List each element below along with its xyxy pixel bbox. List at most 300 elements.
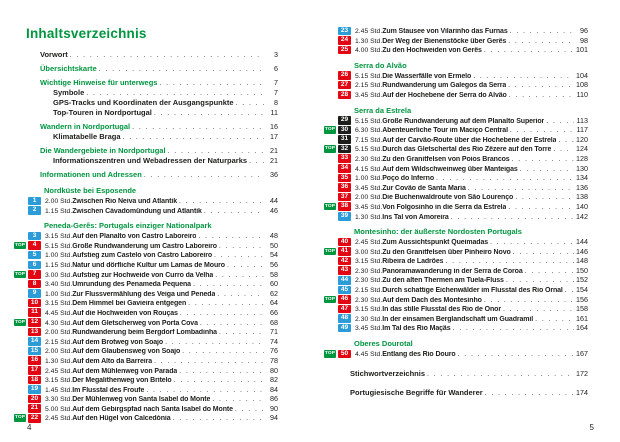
tour-duration: 1.30 Std. bbox=[45, 357, 73, 365]
tour-page-number: 167 bbox=[576, 349, 588, 359]
tour-duration: 2.30 Std. bbox=[355, 155, 383, 163]
tour-number-badge: 8 bbox=[28, 280, 41, 289]
entry-page-number: 172 bbox=[576, 368, 588, 378]
tour-duration: 4.45 Std. bbox=[45, 309, 73, 317]
top-tour-badge: TOP bbox=[324, 127, 336, 133]
section-heading: Serra da Estrela bbox=[354, 105, 412, 115]
tour-duration: 3.45 Std. bbox=[355, 184, 383, 192]
leader-dots bbox=[508, 204, 574, 211]
tour-row bbox=[324, 154, 588, 164]
leader-dots bbox=[508, 82, 574, 89]
entry-page-number: 8 bbox=[274, 98, 278, 107]
tour-number-badge: 45 bbox=[338, 286, 351, 295]
entry-label: Wichtige Hinweise für unterwegs bbox=[40, 78, 158, 87]
tour-number-badge: 36 bbox=[338, 183, 351, 192]
tour-duration: 2.00 Std. bbox=[45, 329, 73, 337]
front-matter-row bbox=[53, 88, 278, 98]
tour-page-number: 136 bbox=[576, 182, 588, 192]
tour-number-badge: 6 bbox=[28, 261, 41, 270]
tour-row bbox=[324, 36, 588, 46]
tour-title: Ins Tal von Amoreira bbox=[382, 213, 449, 221]
leader-dots bbox=[468, 185, 574, 192]
top-tour-badge: TOP bbox=[324, 146, 336, 152]
entry-label: Portugiesische Begriffe für Wanderer bbox=[350, 387, 483, 397]
entry-page-number: 7 bbox=[274, 78, 278, 87]
tour-title: Rundwanderung beim Bergdorf Lombadinha bbox=[72, 329, 217, 337]
tour-title: Auf dem Alto da Barreira bbox=[72, 357, 153, 365]
tour-title: Zu den Granitfelsen über Pinheiro Novo bbox=[382, 248, 511, 256]
tour-page-number: 96 bbox=[580, 26, 588, 35]
tour-page-number: 98 bbox=[580, 35, 588, 45]
tour-number-badge: 1 bbox=[28, 197, 41, 206]
tour-row bbox=[324, 266, 588, 276]
tour-title: Auf den Planalto von Castro Laboreiro bbox=[72, 233, 197, 241]
tour-duration: 3.40 Std. bbox=[45, 281, 73, 289]
tour-page-number: 130 bbox=[576, 163, 588, 173]
tour-row bbox=[14, 289, 278, 299]
tour-page-number: 76 bbox=[270, 346, 278, 356]
tour-number-badge: 19 bbox=[28, 385, 41, 394]
tour-duration: 3.45 Std. bbox=[355, 91, 383, 99]
tour-number-badge: 22 bbox=[28, 414, 41, 423]
toc-section bbox=[324, 61, 588, 100]
tour-number-badge: 9 bbox=[28, 289, 41, 298]
tour-number-badge: 49 bbox=[338, 324, 351, 333]
tour-title: Zum Stausee von Vilarinho das Furnas bbox=[382, 28, 508, 35]
tour-row bbox=[14, 356, 278, 366]
page-number-left: 4 bbox=[27, 423, 32, 432]
tour-title: Auf dem Glaubensweg von Soajo bbox=[72, 348, 181, 356]
tour-row bbox=[324, 256, 588, 266]
tour-title: Große Rundwanderung um Castro Laboreiro bbox=[72, 242, 217, 250]
tour-duration: 7.15 Std. bbox=[355, 136, 383, 144]
tour-row bbox=[324, 164, 588, 174]
top-tour-badge: TOP bbox=[14, 242, 26, 248]
tour-duration: 1.45 Std. bbox=[45, 386, 73, 394]
tour-page-number: 84 bbox=[270, 384, 278, 394]
tour-title: Zu den Granitfelsen von Poios Brancos bbox=[382, 155, 510, 163]
tour-row bbox=[324, 275, 588, 285]
tour-row bbox=[14, 366, 278, 376]
tour-number-badge: 14 bbox=[28, 337, 41, 346]
tour-page-number: 142 bbox=[576, 211, 588, 221]
leader-dots bbox=[159, 80, 264, 87]
leader-dots bbox=[535, 316, 574, 323]
tour-page-number: 44 bbox=[270, 196, 278, 205]
entry-page-number: 11 bbox=[270, 108, 278, 117]
tour-number-badge: 27 bbox=[338, 81, 351, 90]
tour-duration: 2.00 Std. bbox=[45, 348, 73, 356]
tour-title: Aufstieg zur Hochweide von Curro da Velha bbox=[72, 271, 214, 279]
tour-duration: 3.00 Std. bbox=[355, 248, 383, 256]
leader-dots bbox=[132, 124, 264, 131]
end-matter-row bbox=[350, 388, 588, 397]
tour-page-number: 124 bbox=[576, 144, 588, 154]
tour-title: Im Flusstal des Froufe bbox=[72, 386, 145, 394]
tour-row bbox=[324, 202, 588, 212]
leader-dots bbox=[99, 66, 264, 73]
tour-number-badge: 34 bbox=[338, 164, 351, 173]
entry-page-number: 21 bbox=[270, 146, 278, 155]
toc-section bbox=[324, 227, 588, 333]
tour-row bbox=[14, 337, 278, 347]
tour-title: Zur Flussvermählung des Veiga und Peneda bbox=[72, 290, 216, 298]
tour-number-badge: 21 bbox=[28, 404, 41, 413]
leader-dots bbox=[513, 249, 574, 256]
tour-row bbox=[14, 231, 278, 241]
tour-number-badge: 16 bbox=[28, 356, 41, 365]
tour-page-number: 64 bbox=[270, 298, 278, 308]
tour-number-badge: 15 bbox=[28, 347, 41, 356]
tour-duration: 1.30 Std. bbox=[355, 213, 383, 221]
tour-page-number: 94 bbox=[270, 413, 278, 423]
tour-title: Durch das Gletschertal des Rio Zêzere auf den Torre bbox=[382, 146, 552, 154]
tour-duration: 1.00 Std. bbox=[355, 175, 383, 183]
tour-row bbox=[324, 26, 588, 36]
tour-page-number: 62 bbox=[270, 288, 278, 298]
front-matter-row bbox=[40, 122, 278, 132]
entry-label: Wandern in Nordportugal bbox=[40, 122, 131, 131]
leader-dots bbox=[520, 166, 574, 173]
top-tour-badge: TOP bbox=[324, 203, 336, 209]
leader-dots bbox=[217, 291, 264, 298]
front-matter-list bbox=[14, 50, 278, 180]
tour-row bbox=[14, 375, 278, 385]
tour-row bbox=[324, 71, 588, 81]
leader-dots bbox=[436, 175, 574, 182]
entry-page-number: 36 bbox=[270, 170, 278, 179]
tour-number-badge: 12 bbox=[28, 318, 41, 327]
section-heading: Serra do Alvão bbox=[354, 60, 407, 70]
tour-title: In der einsamen Berglandschaft um Guadramil bbox=[382, 315, 534, 323]
tour-number-badge: 43 bbox=[338, 266, 351, 275]
leader-dots bbox=[485, 390, 574, 397]
section-heading: Montesinho: der äußerste Nordosten Portugals bbox=[354, 227, 522, 237]
end-matter-row bbox=[350, 369, 588, 378]
tour-page-number: 152 bbox=[576, 275, 588, 285]
top-tour-badge: TOP bbox=[324, 351, 336, 357]
tour-number-badge: 5 bbox=[28, 251, 41, 260]
tour-row bbox=[14, 206, 278, 216]
leader-dots bbox=[219, 329, 264, 336]
tour-title: Auf dem Gebirgspfad nach Santa Isabel do Monte bbox=[72, 405, 233, 413]
tour-page-number: 113 bbox=[576, 115, 588, 125]
page-number-right: 5 bbox=[589, 423, 594, 432]
tour-row bbox=[324, 45, 588, 55]
leader-dots bbox=[484, 47, 574, 54]
tour-page-number: 117 bbox=[576, 125, 588, 135]
tour-duration: 2.15 Std. bbox=[355, 287, 383, 295]
tour-title: Der Megalithenweg von Britelo bbox=[72, 377, 172, 385]
tour-duration: 1.00 Std. bbox=[45, 252, 73, 260]
tour-row bbox=[324, 323, 588, 333]
tour-page-number: 104 bbox=[576, 70, 588, 80]
front-matter-row bbox=[53, 98, 278, 108]
tour-title: Poço do Inferno bbox=[382, 175, 434, 183]
tour-title: Zu den Hochweiden von Gerês bbox=[382, 47, 482, 55]
leader-dots bbox=[86, 90, 264, 97]
entry-label: Vorwort bbox=[40, 50, 68, 59]
tour-page-number: 50 bbox=[270, 240, 278, 250]
tour-row bbox=[324, 192, 588, 202]
end-matter-list bbox=[324, 369, 588, 397]
tour-number-badge: 11 bbox=[28, 308, 41, 317]
tour-duration: 4.15 Std. bbox=[355, 165, 383, 173]
tour-number-badge: 10 bbox=[28, 299, 41, 308]
tour-row bbox=[324, 183, 588, 193]
front-matter-row bbox=[40, 170, 278, 180]
tour-number-badge: 41 bbox=[338, 247, 351, 256]
entry-page-number: 21 bbox=[270, 156, 278, 165]
tour-title: Die Wasserfälle von Ermelo bbox=[382, 72, 472, 80]
tour-title: Zu den alten Thermen am Tuela-Fluss bbox=[382, 277, 504, 285]
tour-page-number: 86 bbox=[270, 394, 278, 404]
toc-section bbox=[324, 26, 588, 55]
tour-number-badge: 18 bbox=[28, 376, 41, 385]
leader-dots bbox=[427, 371, 574, 378]
leader-dots bbox=[458, 351, 574, 358]
tour-title: Zur Covão de Santa Maria bbox=[382, 184, 466, 192]
left-tour-sections bbox=[14, 186, 278, 423]
tour-number-badge: 20 bbox=[28, 395, 41, 404]
leader-dots bbox=[453, 325, 574, 332]
tour-number-badge: 3 bbox=[28, 232, 41, 241]
leader-dots bbox=[70, 52, 264, 59]
leader-dots bbox=[204, 208, 264, 215]
leader-dots bbox=[179, 368, 264, 375]
tour-row bbox=[324, 80, 588, 90]
entry-label: Stichwortverzeichnis bbox=[350, 368, 426, 378]
tour-number-badge: 25 bbox=[338, 46, 351, 55]
front-matter-row bbox=[40, 146, 278, 156]
tour-row bbox=[14, 404, 278, 414]
tour-page-number: 108 bbox=[576, 80, 588, 90]
tour-row bbox=[14, 260, 278, 270]
tour-row bbox=[14, 413, 278, 423]
front-matter-row bbox=[40, 64, 278, 74]
tour-page-number: 68 bbox=[270, 317, 278, 327]
tour-title: Zwischen Cávadomündung und Atlantik bbox=[72, 207, 202, 215]
leader-dots bbox=[506, 277, 574, 284]
tour-number-badge: 33 bbox=[338, 154, 351, 163]
tour-number-badge: 23 bbox=[338, 27, 351, 36]
tour-number-badge: 31 bbox=[338, 135, 351, 144]
tour-title: Auf dem Mühlenweg von Parada bbox=[72, 367, 178, 375]
tour-duration: 2.15 Std. bbox=[355, 82, 383, 90]
tour-row bbox=[324, 314, 588, 324]
front-matter-row bbox=[53, 132, 278, 142]
toc-section bbox=[324, 106, 588, 222]
leader-dots bbox=[180, 310, 264, 317]
tour-title: Auf dem Wildschweinweg über Manteigas bbox=[382, 165, 518, 173]
tour-duration: 2.00 Std. bbox=[355, 194, 383, 202]
tour-duration: 6.30 Std. bbox=[355, 127, 383, 135]
leader-dots bbox=[219, 243, 264, 250]
tour-number-badge: 32 bbox=[338, 145, 351, 154]
entry-page-number: 3 bbox=[274, 50, 278, 59]
tour-page-number: 60 bbox=[270, 279, 278, 289]
tour-title: Zum Aussichtspunkt Queimadas bbox=[382, 239, 489, 247]
leader-dots bbox=[512, 156, 574, 163]
tour-title: Große Rundwanderung auf dem Planalto Superior bbox=[382, 117, 545, 125]
entry-label: Die Wandergebiete in Nordportugal bbox=[40, 146, 166, 155]
leader-dots bbox=[484, 297, 574, 304]
entry-page-number: 16 bbox=[270, 122, 278, 131]
tour-duration: 2.45 Std. bbox=[45, 415, 73, 423]
right-tour-sections bbox=[324, 26, 588, 359]
leader-dots bbox=[490, 239, 574, 246]
tour-page-number: 161 bbox=[576, 313, 588, 323]
tour-row bbox=[324, 237, 588, 247]
tour-page-number: 156 bbox=[576, 294, 588, 304]
tour-duration: 2.15 Std. bbox=[45, 338, 73, 346]
leader-dots bbox=[123, 134, 264, 141]
tour-number-badge: 17 bbox=[28, 366, 41, 375]
leader-dots bbox=[525, 268, 574, 275]
tour-row bbox=[324, 135, 588, 145]
tour-title: Auf der Carvão-Route über die Hochebene der Estrela bbox=[382, 136, 557, 144]
tour-number-badge: 46 bbox=[338, 295, 351, 304]
tour-title: Entlang des Rio Douro bbox=[382, 351, 456, 359]
tour-row bbox=[324, 285, 588, 295]
tour-duration: 4.45 Std. bbox=[355, 351, 383, 359]
tour-number-badge: 13 bbox=[28, 328, 41, 337]
tour-duration: 3.00 Std. bbox=[45, 271, 73, 279]
tour-duration: 5.15 Std. bbox=[355, 117, 383, 125]
tour-title: Der Weg der Bienenstöcke über Gerês bbox=[382, 37, 507, 45]
tour-number-badge: 35 bbox=[338, 174, 351, 183]
tour-row bbox=[14, 241, 278, 251]
tour-duration: 1.15 Std. bbox=[45, 207, 73, 215]
tour-row bbox=[324, 295, 588, 305]
tour-title: Die Buchenwaldroute von São Lourenço bbox=[382, 194, 514, 202]
tour-duration: 4.00 Std. bbox=[355, 47, 383, 55]
tour-page-number: 134 bbox=[576, 173, 588, 183]
leader-dots bbox=[558, 137, 574, 144]
tour-page-number: 56 bbox=[270, 259, 278, 269]
leader-dots bbox=[200, 320, 264, 327]
entry-label: Übersichtskarte bbox=[40, 64, 97, 73]
tour-page-number: 110 bbox=[576, 89, 588, 99]
section-heading: Nordküste bei Esposende bbox=[44, 186, 137, 195]
tour-duration: 2.30 Std. bbox=[355, 315, 383, 323]
tour-number-badge: 37 bbox=[338, 193, 351, 202]
tour-title: Ribeira de Ladrões bbox=[382, 258, 444, 266]
leader-dots bbox=[188, 300, 264, 307]
tour-page-number: 101 bbox=[576, 45, 588, 55]
front-matter-row bbox=[53, 108, 278, 118]
leader-dots bbox=[546, 118, 574, 125]
tour-duration: 4.30 Std. bbox=[45, 319, 73, 327]
leader-dots bbox=[154, 110, 264, 117]
tour-title: Dem Himmel bei Gavieira entgegen bbox=[72, 300, 187, 308]
tour-title: Aufstieg zum Castelo von Castro Laboreiro bbox=[72, 252, 213, 260]
leader-dots bbox=[193, 281, 264, 288]
toc-section bbox=[14, 221, 278, 423]
entry-label: Klimatabelle Braga bbox=[53, 132, 121, 141]
tour-title: Abenteuerliche Tour im Maciço Central bbox=[382, 127, 508, 135]
tour-duration: 3.15 Std. bbox=[355, 306, 383, 314]
tour-duration: 3.15 Std. bbox=[355, 258, 383, 266]
tour-page-number: 48 bbox=[270, 231, 278, 241]
tour-row bbox=[324, 304, 588, 314]
tour-row bbox=[14, 279, 278, 289]
tour-duration: 2.30 Std. bbox=[355, 277, 383, 285]
tour-page-number: 54 bbox=[270, 250, 278, 260]
tour-number-badge: 47 bbox=[338, 305, 351, 314]
tour-page-number: 164 bbox=[576, 323, 588, 333]
tour-page-number: 138 bbox=[576, 192, 588, 202]
tour-number-badge: 48 bbox=[338, 314, 351, 323]
toc-title: Inhaltsverzeichnis bbox=[26, 26, 147, 41]
tour-row bbox=[14, 308, 278, 318]
leader-dots bbox=[182, 348, 264, 355]
tour-title: Auf der Hochebene der Serra do Alvão bbox=[382, 91, 507, 99]
tour-title: Der Mühlenweg von Santa Isabel do Monte bbox=[72, 396, 211, 404]
top-tour-badge: TOP bbox=[14, 271, 26, 277]
leader-dots bbox=[508, 38, 574, 45]
tour-number-badge: 26 bbox=[338, 71, 351, 80]
tour-title: Auf dem Dach des Montesinho bbox=[382, 296, 482, 304]
tour-title: Auf die Hochweiden von Rouças bbox=[72, 309, 178, 317]
tour-row bbox=[14, 318, 278, 328]
leader-dots bbox=[249, 158, 264, 165]
top-tour-badge: TOP bbox=[14, 319, 26, 325]
tour-number-badge: 44 bbox=[338, 276, 351, 285]
leader-dots bbox=[154, 358, 264, 365]
leader-dots bbox=[503, 306, 574, 313]
leader-dots bbox=[173, 415, 264, 422]
tour-number-badge: 30 bbox=[338, 126, 351, 135]
tour-number-badge: 2 bbox=[28, 206, 41, 215]
leader-dots bbox=[168, 148, 264, 155]
tour-page-number: 80 bbox=[270, 365, 278, 375]
tour-row bbox=[324, 90, 588, 100]
tour-number-badge: 24 bbox=[338, 36, 351, 45]
section-heading: Peneda-Gerês: Portugals einziger Nationalpark bbox=[44, 221, 212, 231]
toc-section bbox=[324, 339, 588, 359]
leader-dots bbox=[509, 92, 574, 99]
tour-duration: 3.15 Std. bbox=[45, 300, 73, 308]
tour-page-number: 66 bbox=[270, 307, 278, 317]
tour-title: Rundwanderung um Galegos da Serra bbox=[382, 82, 507, 90]
tour-page-number: 82 bbox=[270, 375, 278, 385]
leader-dots bbox=[445, 258, 574, 265]
tour-title: In das stille Flusstal des Rio de Onor bbox=[382, 306, 501, 314]
entry-page-number: 174 bbox=[576, 387, 588, 397]
tour-number-badge: 39 bbox=[338, 212, 351, 221]
tour-page-number: 154 bbox=[576, 285, 588, 295]
leader-dots bbox=[451, 214, 574, 221]
top-tour-badge: TOP bbox=[14, 415, 26, 421]
tour-row bbox=[324, 125, 588, 135]
tour-row bbox=[14, 327, 278, 337]
leader-dots bbox=[179, 198, 264, 205]
tour-title: Auf dem Brotweg von Soajo bbox=[72, 338, 164, 346]
tour-duration: 2.45 Std. bbox=[45, 367, 73, 375]
toc-page-right bbox=[310, 0, 620, 442]
tour-row bbox=[324, 349, 588, 359]
tour-duration: 3.15 Std. bbox=[45, 377, 73, 385]
leader-dots bbox=[510, 28, 574, 35]
section-heading: Oberes Dourotal bbox=[354, 339, 413, 349]
leader-dots bbox=[553, 146, 574, 153]
tour-title: Panoramawanderung in der Serra de Coroa bbox=[382, 267, 523, 275]
leader-dots bbox=[510, 127, 574, 134]
tour-page-number: 120 bbox=[576, 134, 588, 144]
front-matter-row bbox=[40, 50, 278, 60]
tour-row bbox=[14, 298, 278, 308]
